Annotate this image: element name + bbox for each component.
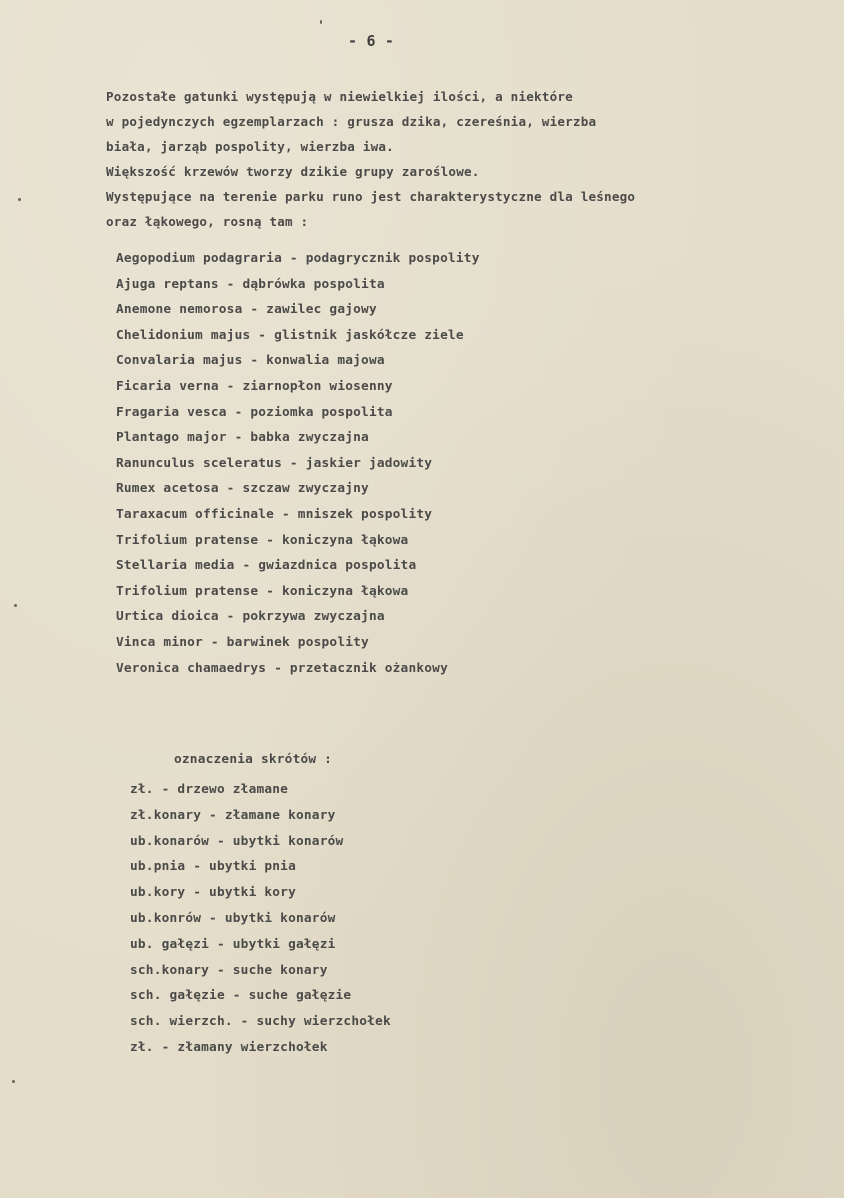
intro-line: biała, jarząb pospolity, wierzba iwa. <box>106 139 394 154</box>
paper-speck <box>320 20 322 24</box>
intro-line: Występujące na terenie parku runo jest charakterystyczne dla leśnego <box>106 189 636 204</box>
species-item: Veronica chamaedrys - przetacznik ożankowy <box>116 660 448 676</box>
intro-line: Większość krzewów tworzy dzikie grupy zaroślowe. <box>106 164 480 179</box>
species-list <box>116 246 480 681</box>
abbreviations-list <box>130 777 391 1061</box>
species-item: Convalaria majus - konwalia majowa <box>116 353 385 369</box>
abbreviation-item: ub.konarów - ubytki konarów <box>130 833 344 849</box>
species-item: Plantago major - babka zwyczajna <box>116 430 369 446</box>
paper-speck <box>14 604 17 607</box>
abbreviation-item: sch. gałęzie - suche gałęzie <box>130 988 352 1004</box>
species-item: Ficaria verna - ziarnopłon wiosenny <box>116 378 393 394</box>
species-item: Trifolium pratense - koniczyna łąkowa <box>116 532 409 548</box>
intro-paragraph <box>106 84 826 234</box>
species-item: Stellaria media - gwiazdnica pospolita <box>116 558 417 574</box>
species-item: Urtica dioica - pokrzywa zwyczajna <box>116 609 385 625</box>
abbreviation-item: ub. gałęzi - ubytki gałęzi <box>130 936 336 952</box>
page-number: - 6 - <box>348 32 395 50</box>
abbreviation-item: sch. wierzch. - suchy wierzchołek <box>130 1014 391 1030</box>
abbreviation-item: zł. - drzewo złamane <box>130 782 289 797</box>
species-item: Rumex acetosa - szczaw zwyczajny <box>116 481 369 497</box>
intro-line: w pojedynczych egzemplarzach : grusza dzika, czereśnia, wierzba <box>106 114 597 129</box>
species-item: Trifolium pratense - koniczyna łąkowa <box>116 583 409 599</box>
species-item: Vinca minor - barwinek pospolity <box>116 634 369 650</box>
abbreviation-item: sch.konary - suche konary <box>130 962 328 978</box>
species-item: Anemone nemorosa - zawilec gajowy <box>116 302 377 318</box>
abbreviation-item: ub.konrów - ubytki konarów <box>130 910 336 926</box>
paper-speck <box>12 1080 15 1083</box>
species-item: Ranunculus sceleratus - jaskier jadowity <box>116 455 433 471</box>
species-item: Ajuga reptans - dąbrówka pospolita <box>116 276 385 292</box>
abbreviation-item: zł. - złamany wierzchołek <box>130 1039 328 1055</box>
abbreviations-heading: oznaczenia skrótów : <box>174 752 333 767</box>
paper-speck <box>18 198 21 201</box>
species-item: Aegopodium podagraria - podagrycznik pospolity <box>116 251 480 266</box>
intro-line: Pozostałe gatunki występują w niewielkiej ilości, a niektóre <box>106 89 573 104</box>
species-item: Fragaria vesca - poziomka pospolita <box>116 404 393 420</box>
species-item: Taraxacum officinale - mniszek pospolity <box>116 506 433 522</box>
abbreviation-item: ub.pnia - ubytki pnia <box>130 859 296 875</box>
abbreviation-item: ub.kory - ubytki kory <box>130 885 296 901</box>
abbreviation-item: zł.konary - złamane konary <box>130 807 336 823</box>
species-item: Chelidonium majus - glistnik jaskółcze ziele <box>116 327 464 343</box>
intro-line: oraz łąkowego, rosną tam : <box>106 214 309 229</box>
